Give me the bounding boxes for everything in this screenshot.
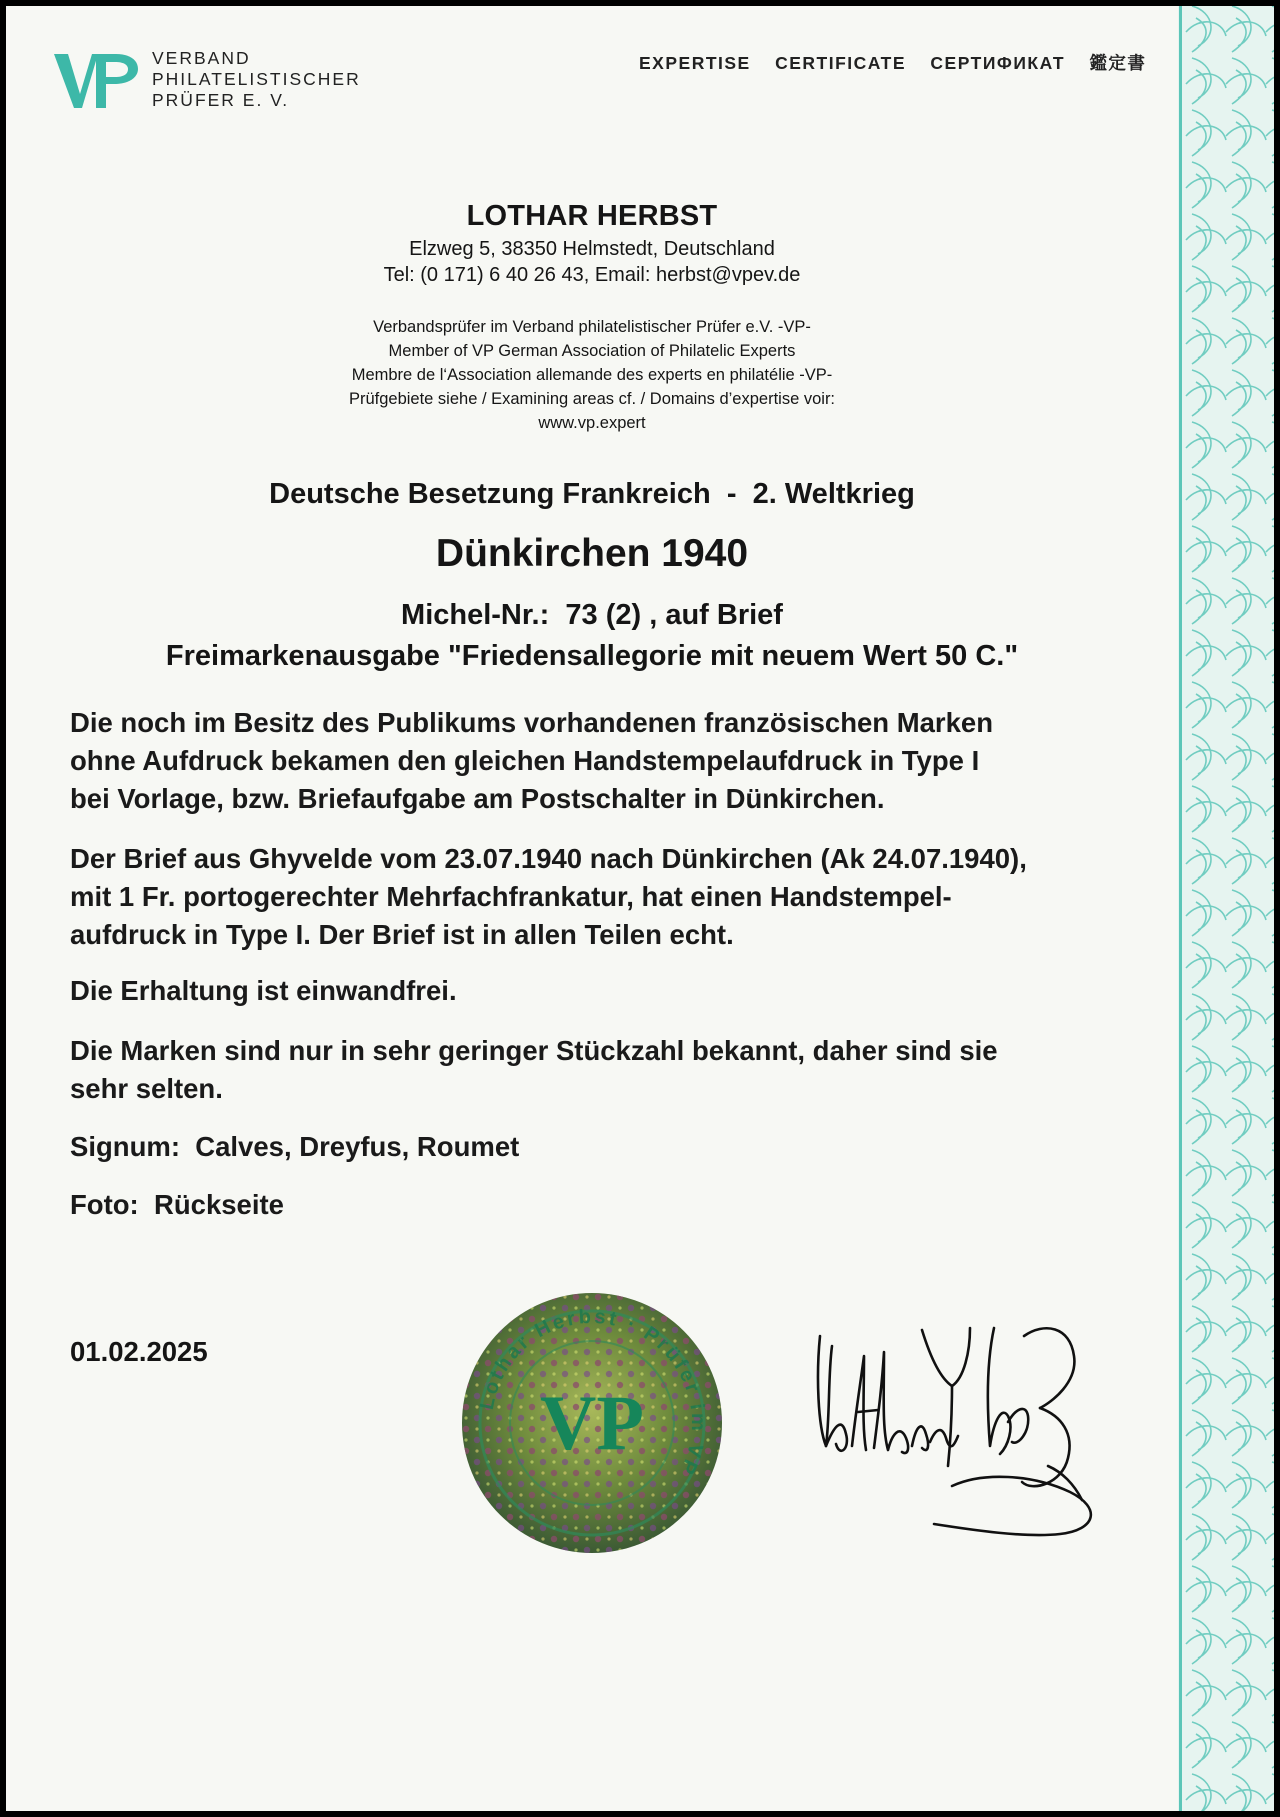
paragraph-overprint xyxy=(70,704,1160,818)
edition-title: Freimarkenausgabe "Friedensallegorie mit neuem Wert 50 C." xyxy=(165,640,1019,672)
certificate-labels xyxy=(621,50,1147,75)
text-line: Foto: Rückseite xyxy=(70,1189,284,1220)
text-line: Die noch im Besitz des Publikums vorhandenen französischen Marken xyxy=(70,707,994,738)
collecting-area: Deutsche Besetzung Frankreich - 2. Weltkrieg xyxy=(269,478,915,510)
examiner-signature xyxy=(812,1316,1112,1546)
org-name xyxy=(152,48,361,111)
michel-number: Michel-Nr.: 73 (2) , auf Brief xyxy=(401,599,783,631)
text-line: aufdruck in Type I. Der Brief ist in allen Teilen echt. xyxy=(70,919,734,950)
label-kanteisho: 鑑定書 xyxy=(1089,53,1147,73)
text-line: sehr selten. xyxy=(70,1073,223,1104)
vp-logo xyxy=(54,50,140,112)
text-line: bei Vorlage, bzw. Briefaufgabe am Postschalter in Dünkirchen. xyxy=(70,783,885,814)
paragraph-condition xyxy=(70,972,1160,1010)
text-line: Der Brief aus Ghyvelde vom 23.07.1940 nach Dünkirchen (Ak 24.07.1940), xyxy=(70,843,1027,874)
examiner-contact: Tel: (0 171) 6 40 26 43, Email: herbst@vpev.de xyxy=(383,264,801,286)
certificate-date: 01.02.2025 xyxy=(70,1336,208,1367)
membership-line: Verbandsprüfer im Verband philatelistischer Prüfer e.V. -VP- xyxy=(373,318,811,336)
org-line: VERBAND xyxy=(152,48,251,68)
seal-monogram: VP xyxy=(540,1379,644,1466)
text-line: mit 1 Fr. portogerechter Mehrfachfrankatur, hat einen Handstempel- xyxy=(70,881,952,912)
membership-line: Member of VP German Association of Philatelic Experts xyxy=(388,342,796,360)
label-expertise: EXPERTISE xyxy=(639,53,751,73)
label-certificate: CERTIFICATE xyxy=(775,53,907,73)
examiner-address: Elzweg 5, 38350 Helmstedt, Deutschland xyxy=(409,238,775,260)
security-border xyxy=(1178,6,1274,1811)
text-line: Die Marken sind nur in sehr geringer Stückzahl bekannt, daher sind sie xyxy=(70,1035,998,1066)
issue-title: Dünkirchen 1940 xyxy=(435,532,749,575)
label-sertifikat: СЕРТИФИКАТ xyxy=(930,53,1066,73)
paragraph-rarity xyxy=(70,1032,1160,1108)
paragraph-signum xyxy=(70,1128,1160,1166)
examiner-name: LOTHAR HERBST xyxy=(466,200,718,232)
certificate-sheet xyxy=(6,6,1274,1811)
membership-block xyxy=(6,315,1178,435)
text-line: Die Erhaltung ist einwandfrei. xyxy=(70,975,457,1006)
seal-ring-text: Lothar Herbst · Prüfer im VP xyxy=(475,1305,710,1481)
paragraph-letter xyxy=(70,840,1160,954)
membership-line: Membre de l‘Association allemande des experts en philatélie -VP- xyxy=(351,366,833,384)
text-line: Signum: Calves, Dreyfus, Roumet xyxy=(70,1131,520,1162)
examiner-address-block xyxy=(6,236,1178,288)
org-line: PRÜFER E. V. xyxy=(152,90,290,110)
text-line: ohne Aufdruck bekamen den gleichen Handstempelaufdruck in Type I xyxy=(70,745,980,776)
hologram-seal xyxy=(460,1291,724,1555)
membership-website: www.vp.expert xyxy=(538,414,646,432)
org-line: PHILATELISTISCHER xyxy=(152,69,361,89)
membership-line: Prüfgebiete siehe / Examining areas cf. / Domains d’expertise voir: xyxy=(348,390,836,408)
paragraph-photo xyxy=(70,1186,1160,1224)
